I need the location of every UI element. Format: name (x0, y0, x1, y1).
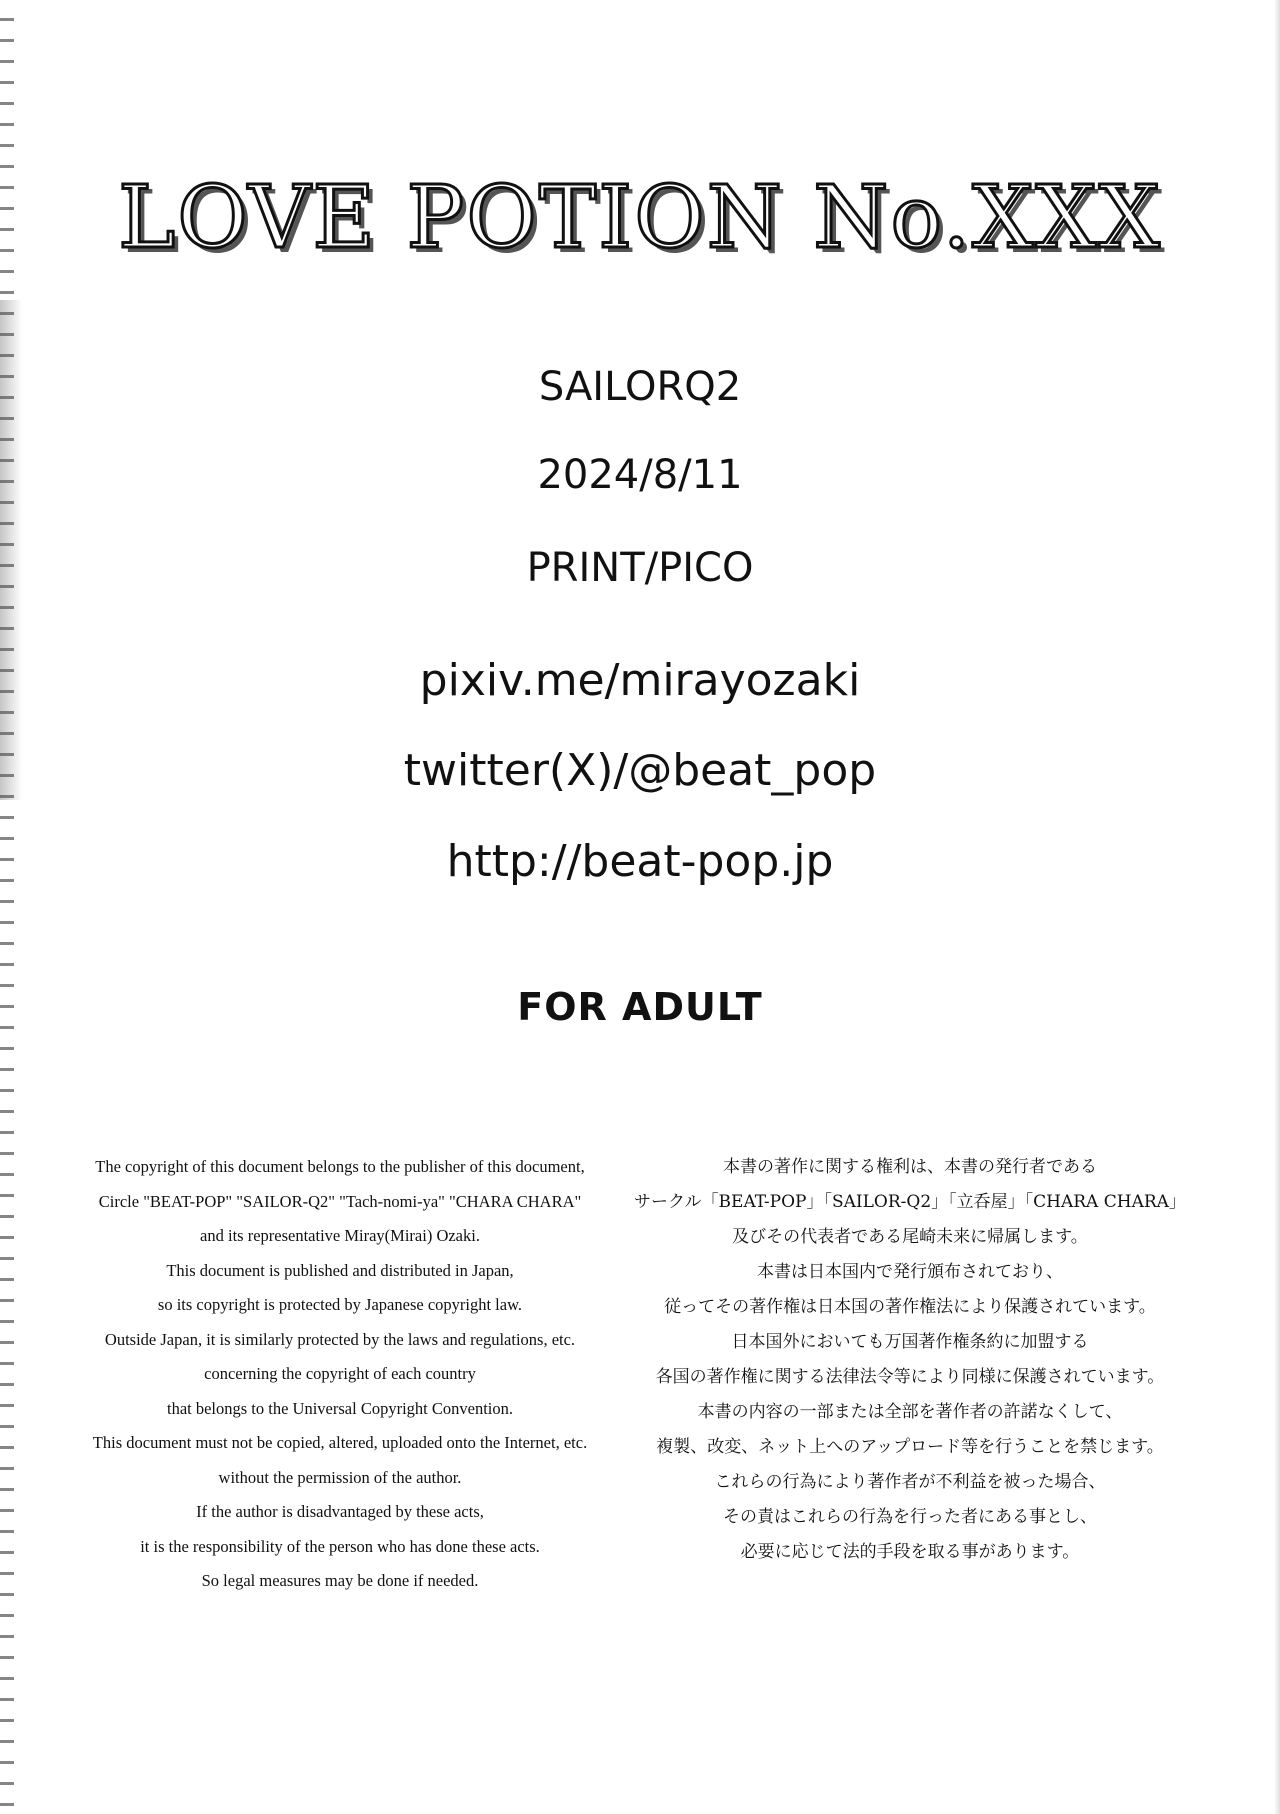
copyright-ja-line: 必要に応じて法的手段を取る事があります。 (740, 1542, 1080, 1562)
twitter-handle: twitter(X)/@beat_pop (403, 745, 877, 796)
copyright-ja-line: 各国の著作権に関する法律法令等により同様に保護されています。 (655, 1367, 1165, 1387)
pixiv-link: pixiv.me/mirayozaki (419, 655, 861, 706)
copyright-notice-japanese (630, 1150, 1190, 1570)
copyright-ja-line: 従ってその著作権は日本国の著作権法により保護されています。 (664, 1297, 1156, 1317)
copyright-en-line: without the permission of the author. (218, 1467, 462, 1487)
page-binding-edge (0, 0, 14, 1814)
copyright-ja-line: その責はこれらの行為を行った者にある事とし、 (723, 1507, 1097, 1527)
copyright-ja-line: 日本国外においても万国著作権条約に加盟する (731, 1332, 1089, 1352)
copyright-en-line: it is the responsibility of the person who has done these acts. (140, 1536, 540, 1556)
copyright-en-line: So legal measures may be done if needed. (201, 1571, 479, 1590)
circle-name: SAILORQ2 (538, 364, 742, 410)
copyright-en-line: and its representative Miray(Mirai) Ozaki. (200, 1226, 480, 1245)
copyright-ja-line: 本書の内容の一部または全部を著作者の許諾なくして、 (697, 1402, 1123, 1422)
copyright-en-line: If the author is disadvantaged by these acts, (196, 1502, 484, 1521)
copyright-ja-line: 及びその代表者である尾崎未来に帰属します。 (732, 1227, 1088, 1247)
website-url: http://beat-pop.jp (446, 836, 834, 887)
adult-rating-label: FOR ADULT (517, 985, 763, 1029)
copyright-en-line: This document must not be copied, altered, uploaded onto the Internet, etc. (92, 1433, 588, 1452)
copyright-ja-line: サークル「BEAT-POP」「SAILOR-Q2」「立呑屋」「CHARA CHARA」 (634, 1192, 1186, 1212)
copyright-en-line: Outside Japan, it is similarly protected by the laws and regulations, etc. (104, 1329, 576, 1349)
copyright-en-line: The copyright of this document belongs to the publisher of this document, (95, 1157, 585, 1176)
page-right-edge (1274, 0, 1280, 1814)
copyright-ja-line: 複製、改変、ネット上へのアップロード等を行うことを禁じます。 (656, 1437, 1164, 1457)
copyright-notice-english (80, 1150, 600, 1599)
copyright-en-line: so its copyright is protected by Japanese copyright law. (157, 1295, 523, 1314)
publication-date: 2024/8/11 (537, 452, 743, 498)
book-title: LOVE POTION No.XXX (118, 168, 1162, 268)
copyright-ja-line: これらの行為により著作者が不利益を被った場合、 (714, 1472, 1106, 1492)
copyright-en-line: Circle "BEAT-POP" "SAILOR-Q2" "Tach-nomi-ya" "CHARA CHARA" (98, 1191, 582, 1211)
copyright-ja-line: 本書の著作に関する権利は、本書の発行者である (723, 1157, 1097, 1177)
copyright-ja-line: 本書は日本国内で発行頒布されており、 (757, 1262, 1063, 1282)
copyright-en-line: This document is published and distributed in Japan, (166, 1260, 514, 1280)
printer-name: PRINT/PICO (526, 545, 754, 591)
copyright-en-line: that belongs to the Universal Copyright Convention. (166, 1398, 513, 1418)
copyright-en-line: concerning the copyright of each country (204, 1364, 476, 1383)
